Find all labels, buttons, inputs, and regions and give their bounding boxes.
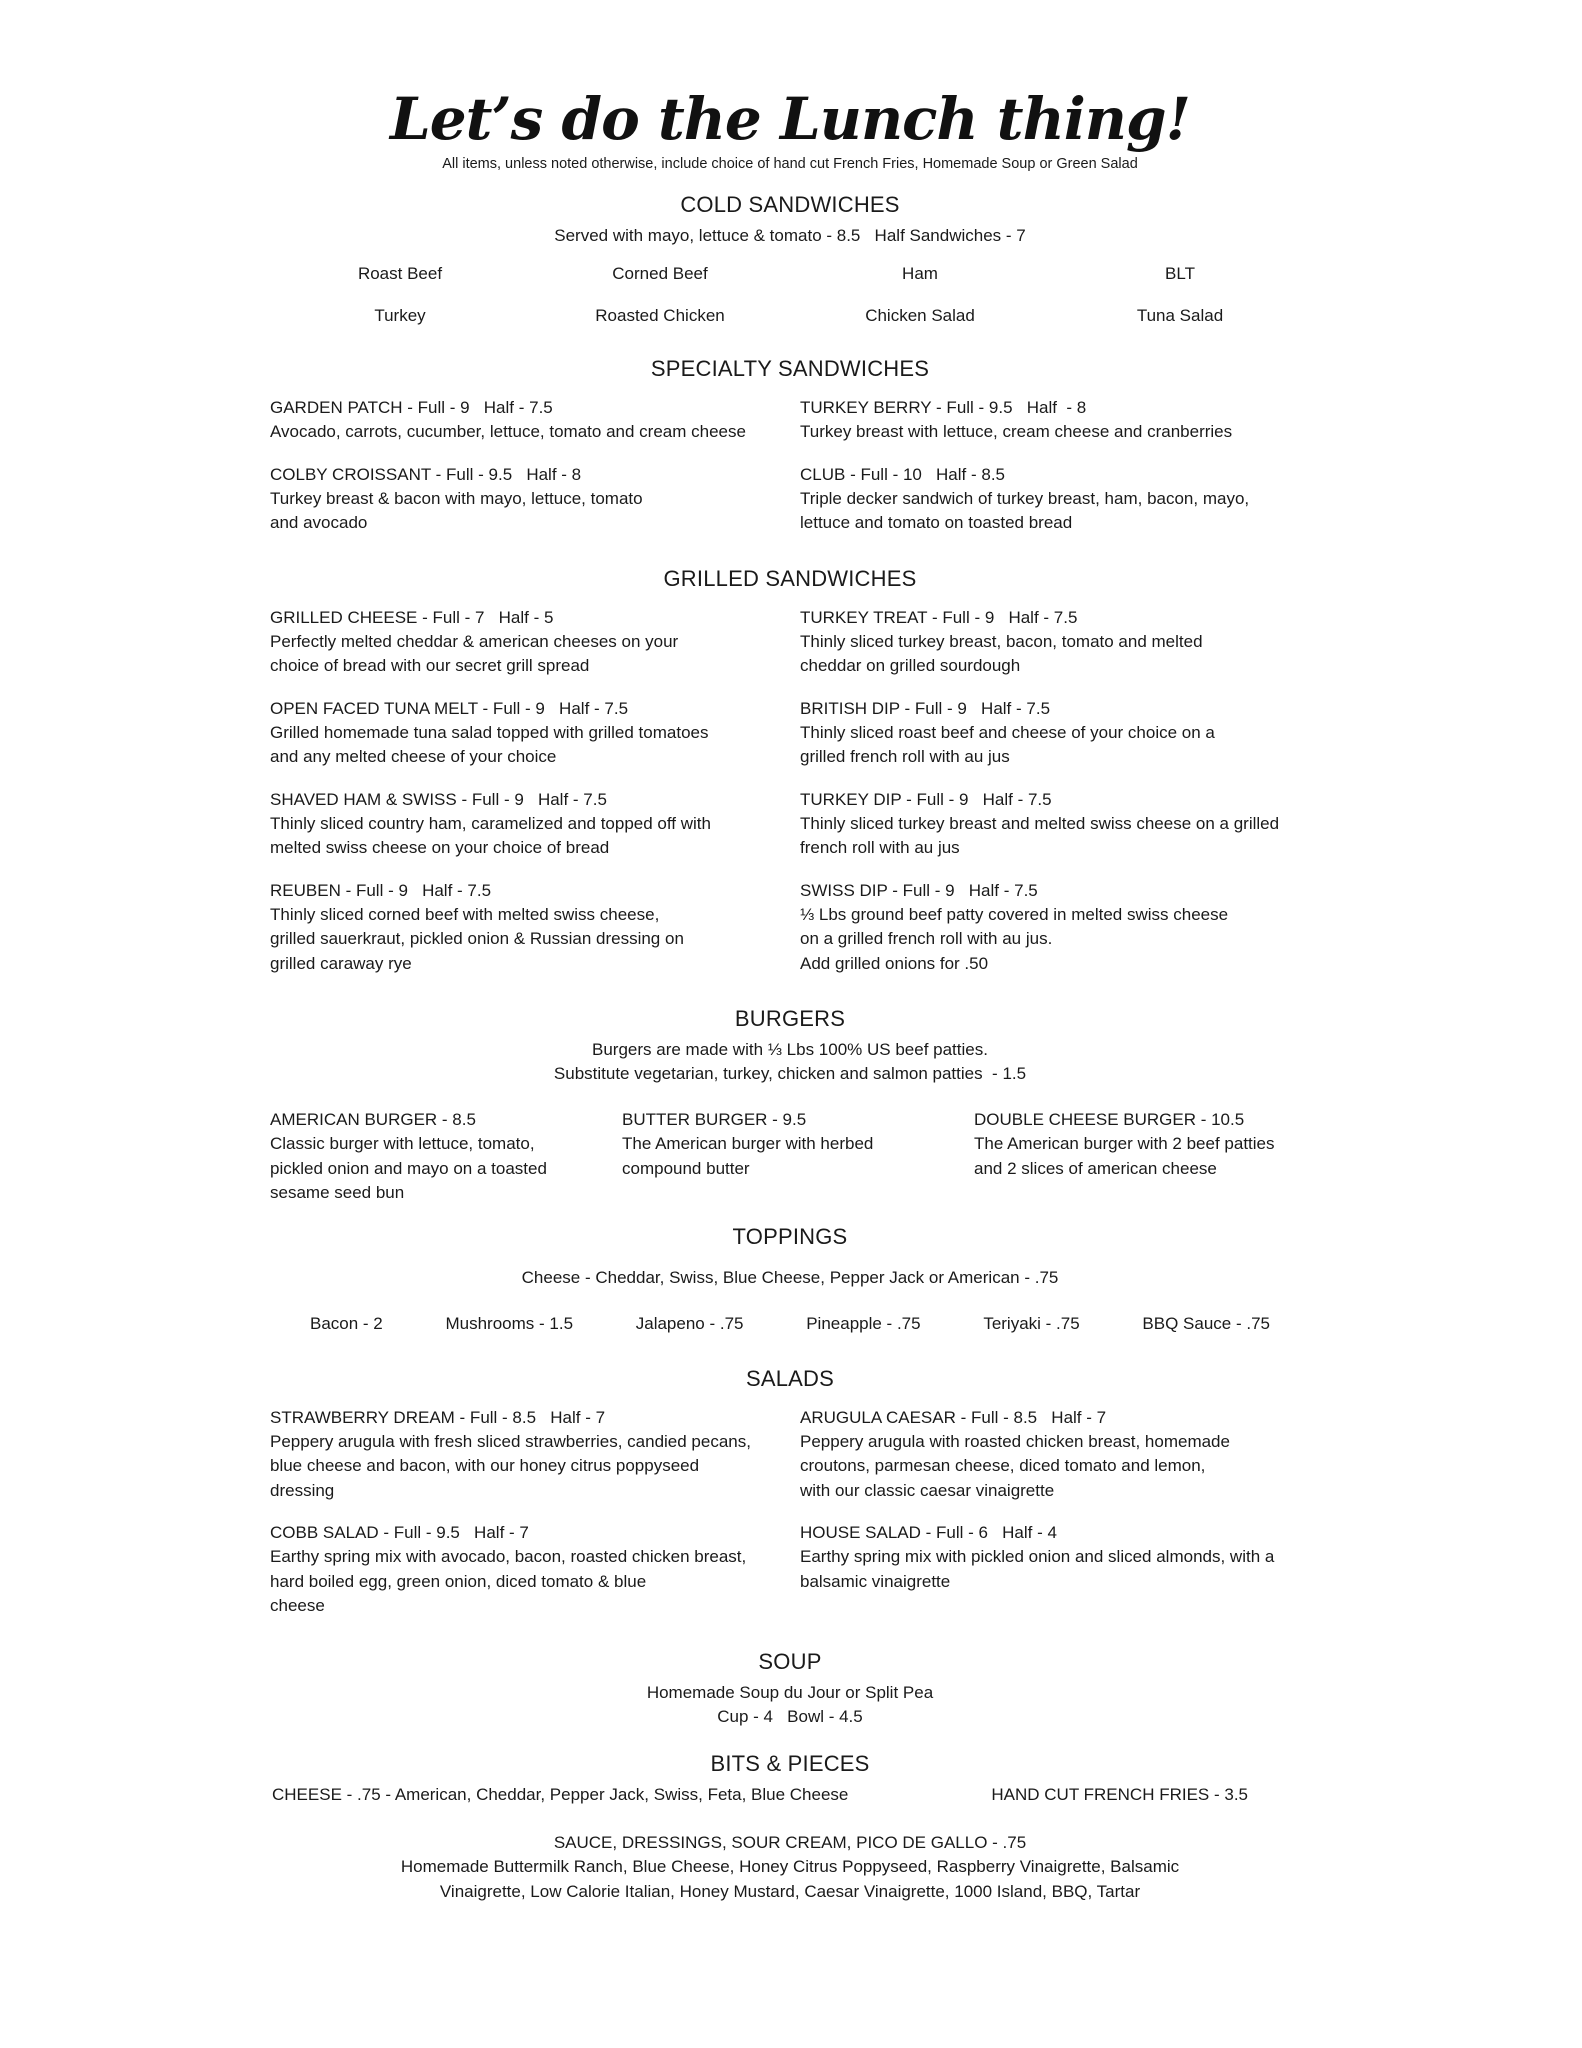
burgers-substitute-note: Substitute vegetarian, turkey, chicken and salmon patties - 1.5 [553,1064,1027,1083]
bits-list [272,1785,1248,1805]
menu-item [270,396,800,445]
item-name: SHAVED HAM & SWISS - Full - 9 Half - 7.5 [270,789,607,809]
soup-prices: Cup - 4 Bowl - 4.5 [717,1706,863,1726]
menu-subtitle: All items, unless noted otherwise, include choice of hand cut French Fries, Homemade Soup or Green Salad [442,156,1138,172]
cold-item: Roasted Chicken [595,306,725,325]
topping-item: Teriyaki - .75 [983,1313,1080,1333]
menu-item [270,788,800,861]
item-name: GARDEN PATCH - Full - 9 Half - 7.5 [270,398,553,417]
soup-description: Homemade Soup du Jour or Split Pea [646,1682,934,1702]
item-name: BRITISH DIP - Full - 9 Half - 7.5 [800,698,1051,718]
item-description: Thinly sliced country ham, caramelized and topped off with melted swiss cheese on your choice of bread [270,813,711,857]
menu-item [270,1521,800,1619]
sauce-list-line: Homemade Buttermilk Ranch, Blue Cheese, Honey Citrus Poppyseed, Raspberry Vinaigrette, Balsamic [400,1857,1180,1876]
item-name: ARUGULA CAESAR - Full - 8.5 Half - 7 [800,1407,1107,1427]
burgers-list [270,1108,1310,1206]
menu-item [800,396,1310,445]
item-name: COLBY CROISSANT - Full - 9.5 Half - 8 [270,464,582,484]
item-name: BUTTER BURGER - 9.5 [622,1110,807,1129]
bits-fries: HAND CUT FRENCH FRIES - 3.5 [991,1784,1248,1804]
section-title-soup: SOUP [758,1648,822,1674]
burgers-note: Burgers are made with ⅓ Lbs 100% US beef patties. [592,1040,988,1059]
menu-item [270,1108,622,1206]
specialty-sandwiches-list [270,396,1310,536]
soup-section [270,1649,1310,1729]
cold-item: Chicken Salad [865,306,975,325]
menu-item [800,1521,1310,1619]
item-name: SWISS DIP - Full - 9 Half - 7.5 [800,880,1038,900]
item-description: Grilled homemade tuna salad topped with grilled tomatoes and any melted cheese of your choice [270,722,709,766]
item-name: CLUB - Full - 10 Half - 8.5 [800,464,1006,484]
item-description: ⅓ Lbs ground beef patty covered in melted swiss cheese on a grilled french roll with au jus. Add grilled onions for .50 [800,904,1229,973]
cold-item: BLT [1165,264,1195,283]
menu-item [270,697,800,770]
topping-item: BBQ Sauce - .75 [1142,1313,1270,1333]
menu-item [974,1108,1310,1206]
item-description: Earthy spring mix with pickled onion and sliced almonds, with a balsamic vinaigrette [800,1547,1275,1591]
menu-item [800,788,1310,861]
cold-sandwiches-note: Served with mayo, lettuce & tomato - 8.5 Half Sandwiches - 7 [554,226,1026,245]
lunch-menu [270,80,1310,1904]
item-name: TURKEY TREAT - Full - 9 Half - 7.5 [800,607,1078,627]
item-name: TURKEY BERRY - Full - 9.5 Half - 8 [800,398,1087,417]
salads-section [270,1366,1310,1619]
item-description: Thinly sliced corned beef with melted swiss cheese, grilled sauerkraut, pickled onion & Russian dressing on grilled caraway rye [270,904,684,973]
bits-cheese: CHEESE - .75 - American, Cheddar, Pepper Jack, Swiss, Feta, Blue Cheese [272,1784,849,1804]
item-description: Peppery arugula with fresh sliced strawberries, candied pecans, blue cheese and bacon, with our honey citrus poppyseed dressing [270,1431,751,1500]
cold-item: Ham [902,264,938,283]
sauce-list-line: Vinaigrette, Low Calorie Italian, Honey Mustard, Caesar Vinaigrette, 1000 Island, BBQ, Tartar [439,1881,1141,1901]
menu-item [800,697,1310,770]
item-name: COBB SALAD - Full - 9.5 Half - 7 [270,1523,529,1542]
item-name: TURKEY DIP - Full - 9 Half - 7.5 [800,789,1052,809]
cold-item: Roast Beef [357,264,443,283]
item-description: Triple decker sandwich of turkey breast, ham, bacon, mayo, lettuce and tomato on toasted bread [800,488,1250,532]
section-title-bits: BITS & PIECES [710,1750,870,1776]
item-description: Classic burger with lettuce, tomato, pickled onion and mayo on a toasted sesame seed bun [270,1134,547,1202]
section-title-salads: SALADS [745,1365,835,1391]
item-name: AMERICAN BURGER - 8.5 [270,1110,476,1129]
item-description: Earthy spring mix with avocado, bacon, roasted chicken breast, hard boiled egg, green onion, diced tomato & blue cheese [270,1547,747,1615]
topping-item: Pineapple - .75 [806,1313,921,1333]
menu-item [270,1406,800,1504]
item-description: Thinly sliced roast beef and cheese of your choice on a grilled french roll with au jus [800,722,1215,766]
toppings-list [310,1314,1270,1334]
cold-item: Corned Beef [612,264,708,283]
burgers-section [270,1006,1310,1206]
item-description: The American burger with 2 beef patties and 2 slices of american cheese [974,1134,1275,1178]
menu-item [270,463,800,536]
menu-item [622,1108,974,1206]
menu-item [800,879,1310,977]
menu-item [800,606,1310,679]
topping-item: Jalapeno - .75 [635,1313,744,1333]
cold-item: Tuna Salad [1136,306,1224,325]
item-name: REUBEN - Full - 9 Half - 7.5 [270,880,492,900]
sauce-block [270,1831,1310,1905]
item-description: Avocado, carrots, cucumber, lettuce, tomato and cream cheese [270,422,746,441]
section-title-specialty: SPECIALTY SANDWICHES [650,356,930,381]
salads-list [270,1406,1310,1619]
topping-item: Mushrooms - 1.5 [445,1313,574,1333]
sauce-title: SAUCE, DRESSINGS, SOUR CREAM, PICO DE GALLO - .75 [553,1832,1027,1852]
section-title-grilled: GRILLED SANDWICHES [663,565,917,591]
grilled-sandwiches-section [270,566,1310,977]
item-description: The American burger with herbed compound butter [622,1134,874,1178]
grilled-sandwiches-list [270,606,1310,977]
bits-section [270,1751,1310,1905]
menu-title: Let’s do the Lunch thing! [390,85,1190,153]
item-description: Perfectly melted cheddar & american cheeses on your choice of bread with our secret grill spread [270,631,679,675]
cold-sandwiches-list [270,264,1310,326]
item-name: DOUBLE CHEESE BURGER - 10.5 [974,1110,1245,1129]
topping-item: Bacon - 2 [310,1313,383,1333]
item-description: Turkey breast & bacon with mayo, lettuce, tomato and avocado [270,488,643,532]
menu-item [270,606,800,679]
section-title-toppings: TOPPINGS [732,1223,848,1249]
specialty-sandwiches-section [270,356,1310,536]
section-title-burgers: BURGERS [734,1006,846,1031]
item-description: Thinly sliced turkey breast and melted swiss cheese on a grilled french roll with au jus [800,813,1280,857]
cold-sandwiches-section [270,192,1310,326]
item-name: OPEN FACED TUNA MELT - Full - 9 Half - 7.5 [270,698,629,718]
item-name: HOUSE SALAD - Full - 6 Half - 4 [800,1523,1057,1542]
item-description: Thinly sliced turkey breast, bacon, tomato and melted cheddar on grilled sourdough [800,631,1203,675]
menu-item [800,463,1310,536]
menu-item [800,1406,1310,1504]
section-title-cold: COLD SANDWICHES [680,192,900,217]
cold-item: Turkey [374,306,426,325]
item-name: GRILLED CHEESE - Full - 7 Half - 5 [270,607,554,627]
toppings-cheese: Cheese - Cheddar, Swiss, Blue Cheese, Pepper Jack or American - .75 [521,1267,1059,1287]
menu-item [270,879,800,977]
item-name: STRAWBERRY DREAM - Full - 8.5 Half - 7 [270,1407,606,1427]
toppings-section [270,1224,1310,1334]
item-description: Turkey breast with lettuce, cream cheese and cranberries [800,422,1233,441]
item-description: Peppery arugula with roasted chicken breast, homemade croutons, parmesan cheese, diced tomato and lemon, with our classic caesar vinaigrette [800,1431,1230,1500]
